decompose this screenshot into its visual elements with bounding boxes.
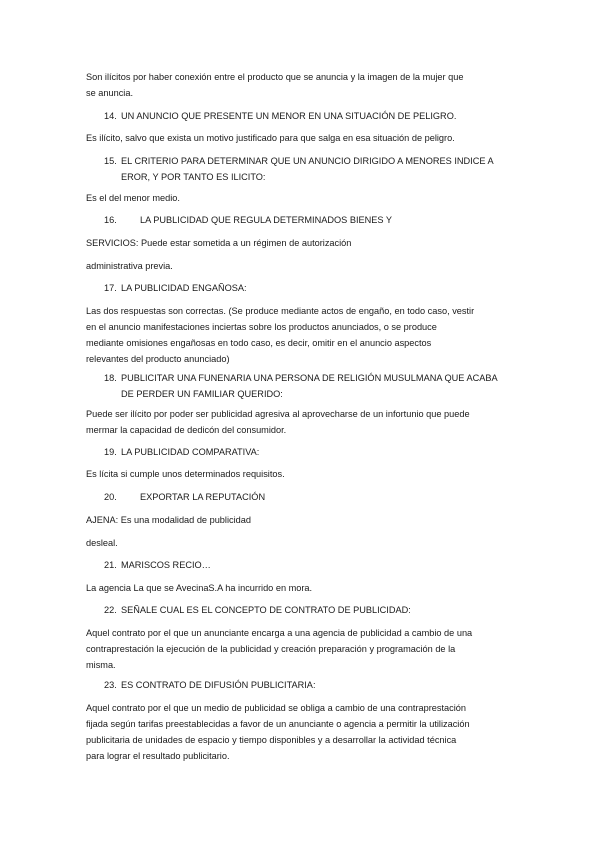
- question-number: 23.: [104, 680, 117, 690]
- question-heading-15: [104, 153, 524, 185]
- question-heading-17: [104, 280, 524, 296]
- question-number: 19.: [104, 447, 117, 457]
- text-line: SERVICIOS: Puede estar sometida a un régimen de autorización: [86, 238, 352, 248]
- paragraph: [86, 535, 516, 551]
- text-line: Son ilícitos por haber conexión entre el producto que se anuncia y la imagen de la mujer que: [86, 72, 464, 82]
- text-line: Es lícita si cumple unos determinados requisitos.: [86, 469, 285, 479]
- question-text: UN ANUNCIO QUE PRESENTE UN MENOR EN UNA SITUACIÓN DE PELIGRO.: [121, 111, 457, 121]
- text-line: Las dos respuestas son correctas. (Se produce mediante actos de engaño, en todo caso, vestir: [86, 306, 475, 316]
- paragraph: [86, 190, 516, 206]
- question-heading-19: [104, 444, 524, 460]
- question-heading-16: [104, 212, 524, 228]
- question-heading-21: [104, 557, 524, 573]
- question-heading-20: [104, 489, 524, 505]
- text-line: administrativa previa.: [86, 261, 173, 271]
- paragraph: [86, 512, 516, 528]
- paragraph: [86, 235, 516, 251]
- question-text: LA PUBLICIDAD ENGAÑOSA:: [121, 283, 247, 293]
- question-heading-22: [104, 602, 524, 618]
- text-line: Aquel contrato por el que un anunciante encarga a una agencia de publicidad a cambio de una: [86, 628, 473, 638]
- question-number: 15.: [104, 156, 117, 166]
- text-line: Puede ser ilícito por poder ser publicidad agresiva al aprovecharse de un infortunio que puede: [86, 409, 470, 419]
- text-line: mermar la capacidad de dedicón del consumidor.: [86, 425, 287, 435]
- paragraph: [86, 69, 516, 101]
- text-line: Es el del menor medio.: [86, 193, 180, 203]
- question-text-continued: EROR, Y POR TANTO ES ILICITO:: [121, 172, 266, 182]
- text-line: publicitaria de unidades de espacio y tiempo disponibles y a desarrollar la actividad técnica: [86, 735, 457, 745]
- question-text: LA PUBLICIDAD COMPARATIVA:: [121, 447, 260, 457]
- question-number: 20.: [104, 492, 117, 502]
- question-number: 22.: [104, 605, 117, 615]
- text-line: mediante omisiones engañosas en todo caso, es decir, omitir en el anuncio aspectos: [86, 338, 432, 348]
- paragraph: [86, 625, 516, 673]
- text-line: Aquel contrato por el que un medio de publicidad se obliga a cambio de una contraprestación: [86, 703, 467, 713]
- question-heading-23: [104, 677, 524, 693]
- text-line: misma.: [86, 660, 116, 670]
- paragraph: [86, 466, 516, 482]
- paragraph: [86, 303, 516, 367]
- text-line: contraprestación la ejecución de la publicidad y creación preparación y programación de la: [86, 644, 456, 654]
- paragraph: [86, 258, 516, 274]
- text-line: Es ilícito, salvo que exista un motivo justificado para que salga en esa situación de peligro.: [86, 133, 455, 143]
- question-text: EXPORTAR LA REPUTACIÓN: [140, 492, 266, 502]
- text-line: en el anuncio manifestaciones inciertas sobre los productos anunciados, o se produce: [86, 322, 437, 332]
- paragraph: [86, 130, 516, 146]
- paragraph: [86, 406, 516, 438]
- question-text-continued: DE PERDER UN FAMILIAR QUERIDO:: [121, 389, 283, 399]
- text-line: AJENA: Es una modalidad de publicidad: [86, 515, 251, 525]
- question-number: 16.: [104, 215, 117, 225]
- paragraph: [86, 700, 516, 764]
- question-number: 17.: [104, 283, 117, 293]
- question-text: ES CONTRATO DE DIFUSIÓN PUBLICITARIA:: [121, 680, 316, 690]
- text-line: para lograr el resultado publicitario.: [86, 751, 230, 761]
- question-heading-18: [104, 370, 524, 402]
- question-text: SEÑALE CUAL ES EL CONCEPTO DE CONTRATO DE PUBLICIDAD:: [121, 605, 411, 615]
- question-text: EL CRITERIO PARA DETERMINAR QUE UN ANUNCIO DIRIGIDO A MENORES INDICE A: [121, 156, 494, 166]
- text-line: fijada según tarifas preestablecidas a favor de un anunciante o agencia a permitir la utilización: [86, 719, 470, 729]
- question-number: 14.: [104, 111, 117, 121]
- question-number: 18.: [104, 373, 117, 383]
- text-line: relevantes del producto anunciado): [86, 354, 230, 364]
- text-line: se anuncia.: [86, 88, 133, 98]
- text-line: desleal.: [86, 538, 118, 548]
- question-text: LA PUBLICIDAD QUE REGULA DETERMINADOS BIENES Y: [140, 215, 393, 225]
- question-heading-14: [104, 108, 524, 124]
- text-line: La agencia La que se AvecinaS.A ha incurrido en mora.: [86, 583, 313, 593]
- question-number: 21.: [104, 560, 117, 570]
- paragraph: [86, 580, 516, 596]
- question-text: MARISCOS RECIO…: [121, 560, 211, 570]
- question-text: PUBLICITAR UNA FUNENARIA UNA PERSONA DE RELIGIÓN MUSULMANA QUE ACABA: [121, 373, 498, 383]
